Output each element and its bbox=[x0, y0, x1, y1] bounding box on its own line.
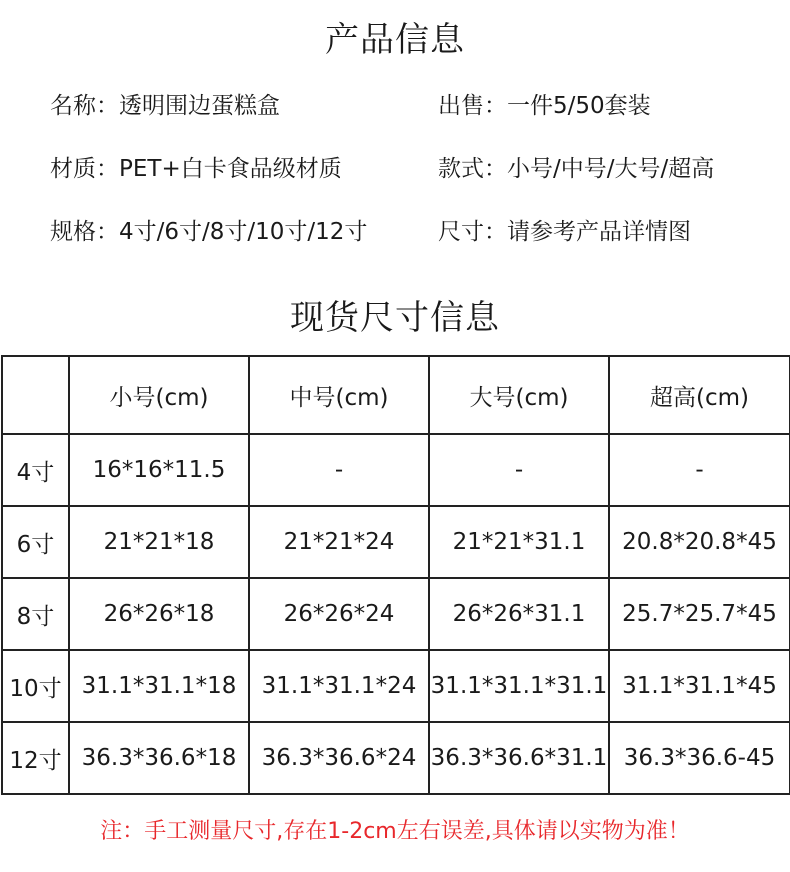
info-style: 款式：小号/中号/大号/超高 bbox=[438, 156, 715, 182]
table-row bbox=[2, 578, 790, 650]
row-label: 12寸 bbox=[2, 722, 69, 794]
size-table bbox=[1, 355, 790, 795]
row-label: 6寸 bbox=[2, 506, 69, 578]
table-cell: - bbox=[249, 434, 429, 506]
row-label: 8寸 bbox=[2, 578, 69, 650]
table-cell: 16*16*11.5 bbox=[69, 434, 249, 506]
table-cell: 36.3*36.6*24 bbox=[249, 722, 429, 794]
info-spec: 规格：4寸/6寸/8寸/10寸/12寸 bbox=[50, 219, 368, 245]
header-medium: 中号(cm) bbox=[249, 356, 429, 434]
table-cell: 20.8*20.8*45 bbox=[609, 506, 790, 578]
table-cell: 21*21*24 bbox=[249, 506, 429, 578]
table-row bbox=[2, 434, 790, 506]
table-row bbox=[2, 506, 790, 578]
table-cell: - bbox=[609, 434, 790, 506]
info-row-1 bbox=[0, 89, 790, 123]
table-cell: 26*26*31.1 bbox=[429, 578, 609, 650]
disclaimer-note: 注：手工测量尺寸,存在1-2cm左右误差,具体请以实物为准！ bbox=[100, 819, 690, 844]
header-extra-tall: 超高(cm) bbox=[609, 356, 790, 434]
table-cell: 26*26*18 bbox=[69, 578, 249, 650]
table-cell: 36.3*36.6-45 bbox=[609, 722, 790, 794]
stock-info-heading: 现货尺寸信息 bbox=[290, 298, 500, 338]
table-header-row bbox=[2, 356, 790, 434]
row-label: 10寸 bbox=[2, 650, 69, 722]
product-info-heading: 产品信息 bbox=[325, 20, 465, 60]
header-large: 大号(cm) bbox=[429, 356, 609, 434]
header-small: 小号(cm) bbox=[69, 356, 249, 434]
table-cell: 31.1*31.1*45 bbox=[609, 650, 790, 722]
header-empty-cell bbox=[2, 356, 69, 434]
info-row-2 bbox=[0, 152, 790, 186]
table-cell: 36.3*36.6*31.1 bbox=[429, 722, 609, 794]
table-cell: 31.1*31.1*24 bbox=[249, 650, 429, 722]
table-cell: 21*21*18 bbox=[69, 506, 249, 578]
info-size: 尺寸：请参考产品详情图 bbox=[438, 219, 691, 245]
info-sale: 出售：一件5/50套装 bbox=[438, 93, 651, 119]
table-cell: 26*26*24 bbox=[249, 578, 429, 650]
table-row bbox=[2, 722, 790, 794]
table-cell: 36.3*36.6*18 bbox=[69, 722, 249, 794]
row-label: 4寸 bbox=[2, 434, 69, 506]
table-cell: 21*21*31.1 bbox=[429, 506, 609, 578]
table-row bbox=[2, 650, 790, 722]
table-cell: 31.1*31.1*18 bbox=[69, 650, 249, 722]
table-cell: 25.7*25.7*45 bbox=[609, 578, 790, 650]
info-name: 名称：透明围边蛋糕盒 bbox=[50, 93, 280, 119]
table-cell: 31.1*31.1*31.1 bbox=[429, 650, 609, 722]
info-row-3 bbox=[0, 215, 790, 249]
info-material: 材质：PET+白卡食品级材质 bbox=[50, 156, 342, 182]
table-cell: - bbox=[429, 434, 609, 506]
